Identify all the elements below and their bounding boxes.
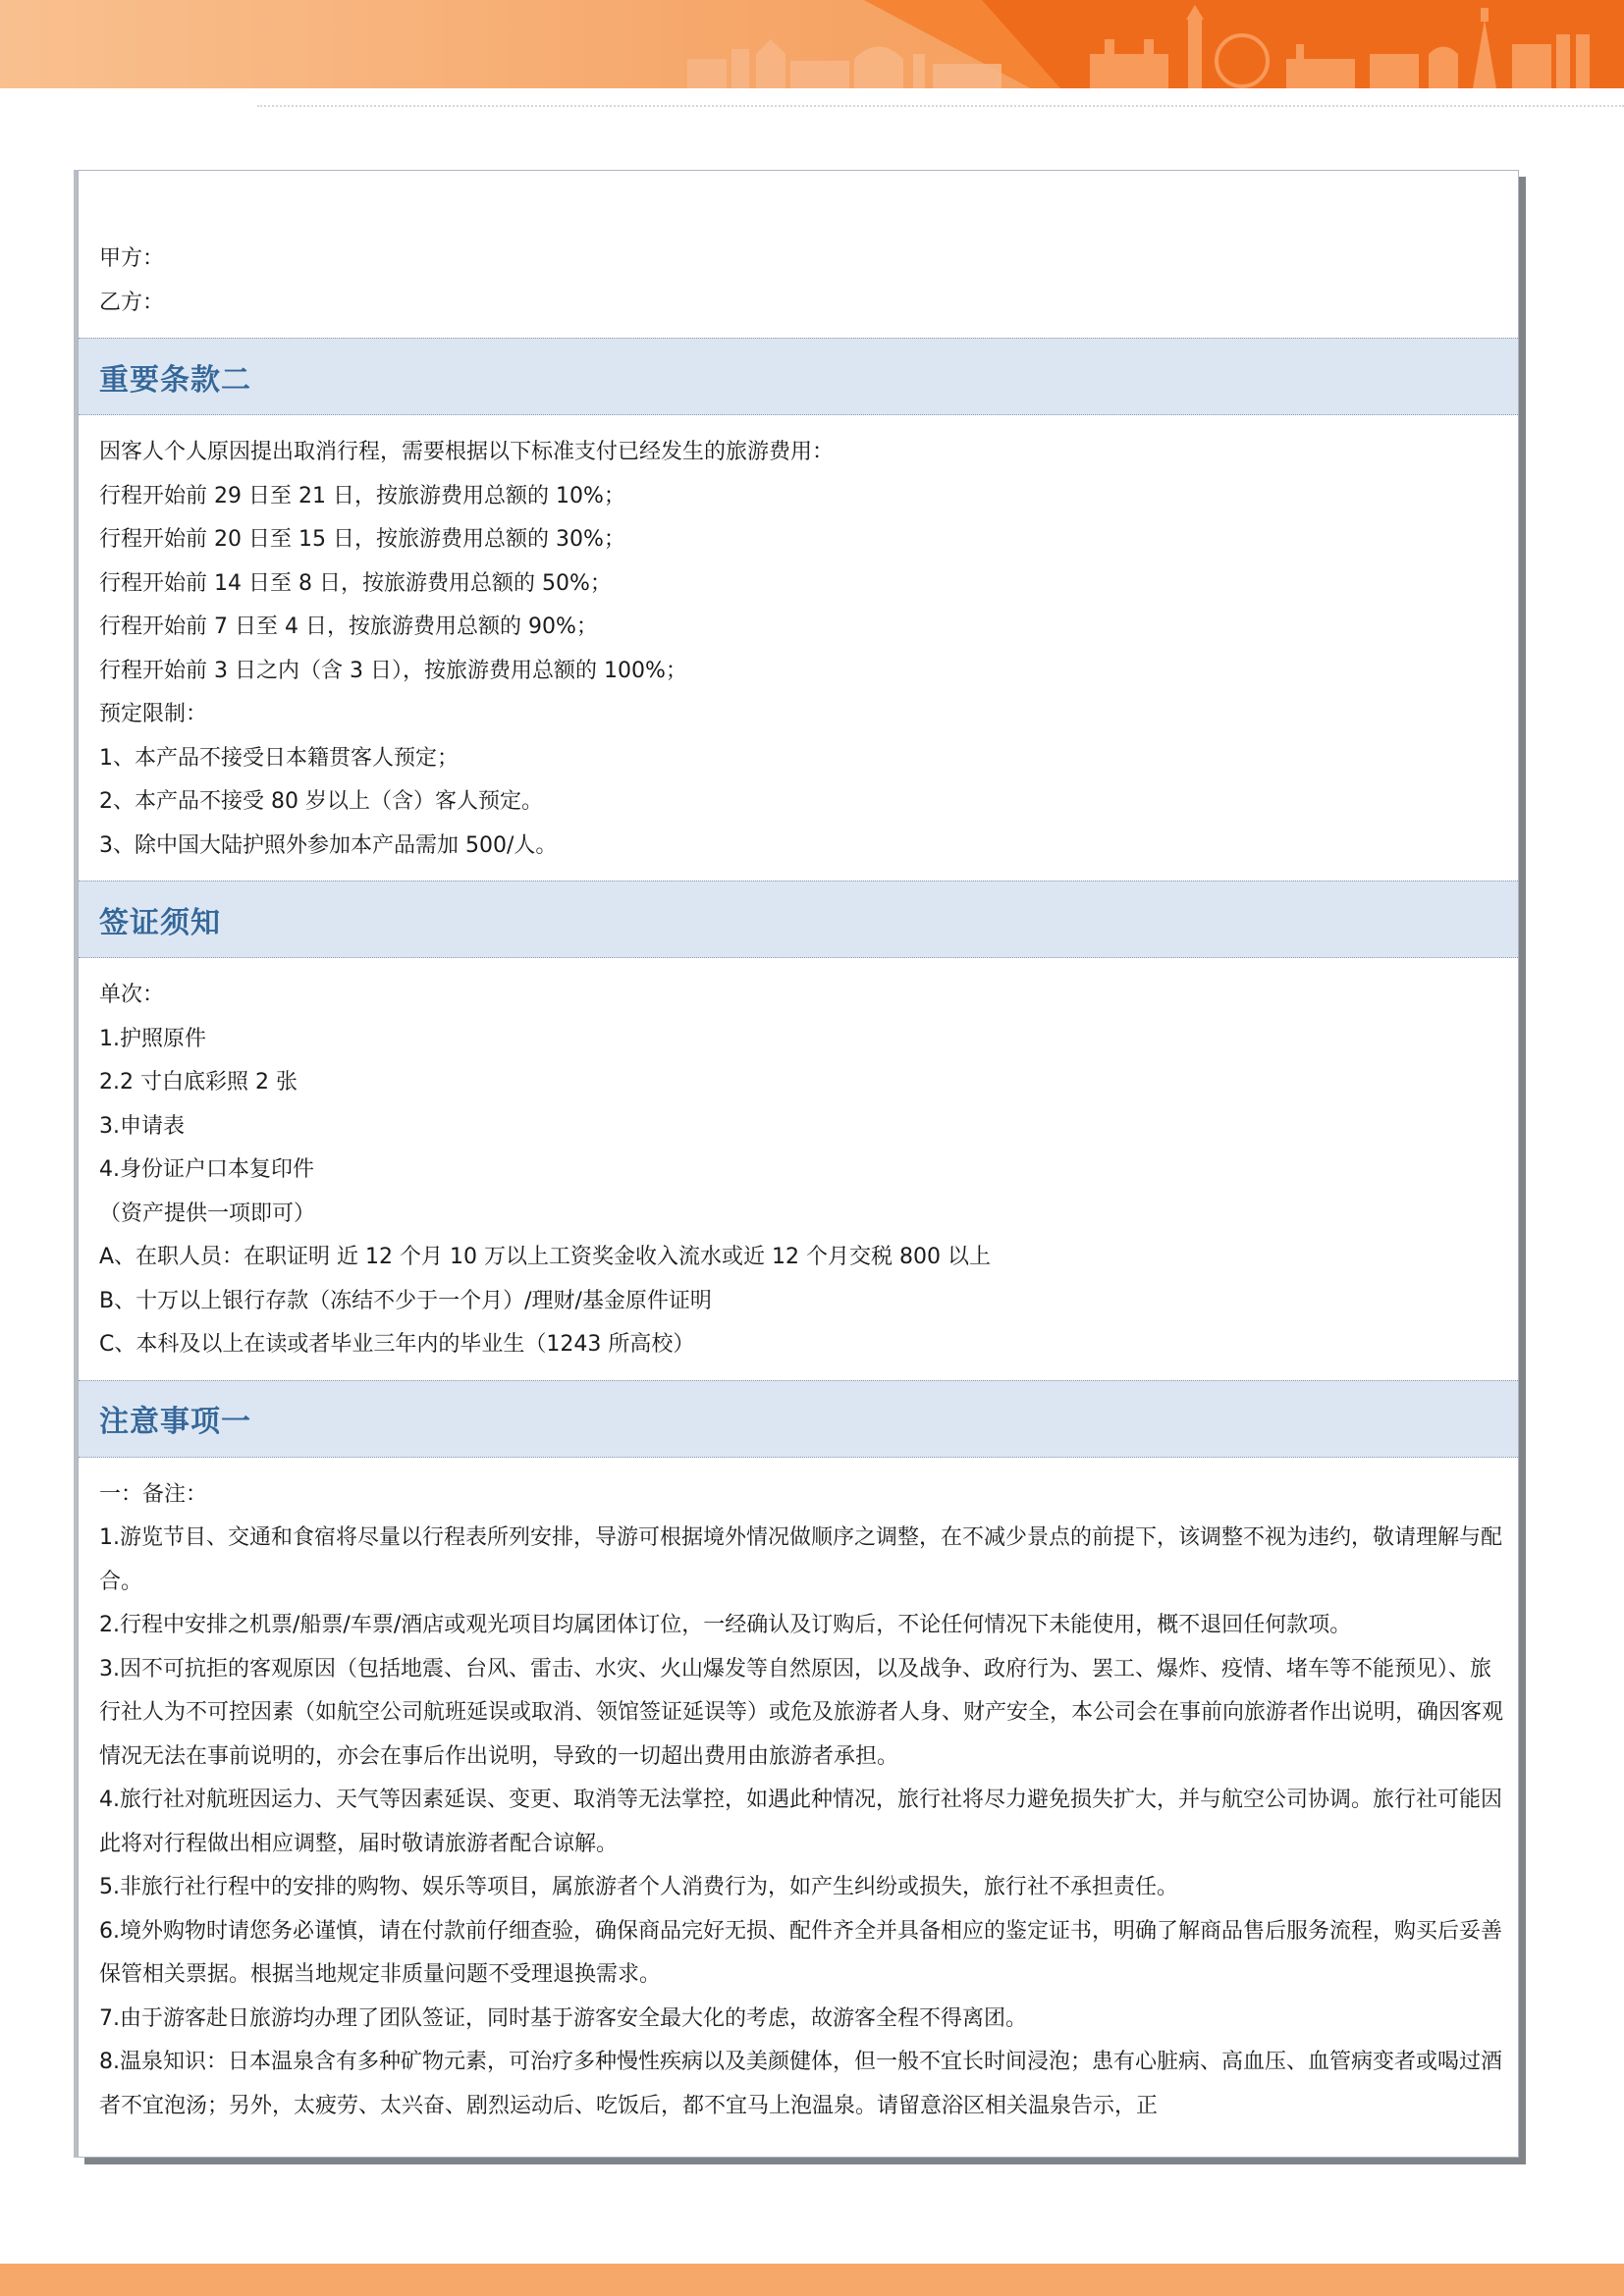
notes-item: 6.境外购物时请您务必谨慎，请在付款前仔细查验，确保商品完好无损、配件齐全并具备相应的鉴定证书，明确了解商品售后服务流程，购买后妥善保管相关票据。根据当地规定非质量问题不受理退换需求。 [99, 1918, 1502, 1987]
terms-line: 2、本产品不接受 80 岁以上（含）客人预定。 [99, 789, 543, 814]
visa-line: C、本科及以上在读或者毕业三年内的毕业生（1243 所高校） [99, 1332, 695, 1357]
document-frame [78, 170, 1519, 2158]
visa-line: 3.申请表 [99, 1113, 185, 1139]
terms-line: 1、本产品不接受日本籍贯客人预定； [99, 745, 459, 771]
notes-item: 3.因不可抗拒的客观原因（包括地震、台风、雷击、水灾、火山爆发等自然原因，以及战争、政府行为、罢工、爆炸、疫情、堵车等不能预见）、旅行社人为不可控因素（如航空公司航班延误或取消、领馆签证延误等）或危及旅游者人身、财产安全，本公司会在事前向旅游者作出说明，确因客观情况无法在事前说明的，亦会在事后作出说明，导致的一切超出费用由旅游者承担。 [99, 1656, 1504, 1769]
header-divider [257, 105, 1624, 107]
terms-line: 预定限制： [99, 702, 208, 726]
section-header-terms [79, 338, 1518, 415]
terms-line: 行程开始前 14 日至 8 日，按旅游费用总额的 50%； [99, 570, 612, 596]
visa-line: 1.护照原件 [99, 1026, 206, 1051]
skyline-banner-graphic [0, 0, 1624, 88]
section-title-visa: 签证须知 [99, 905, 221, 940]
party-b-label: 乙方： [99, 290, 165, 315]
notes-body [79, 1473, 1518, 2129]
notes-item: 5.非旅行社行程中的安排的购物、娱乐等项目，属旅游者个人消费行为，如产生纠纷或损失，旅行社不承担责任。 [99, 1875, 1178, 1899]
visa-line: A、在职人员：在职证明 近 12 个月 10 万以上工资奖金收入流水或近 12 个月交税 800 以上 [99, 1245, 991, 1269]
notes-item: 8.温泉知识：日本温泉含有多种矿物元素，可治疗多种慢性疾病以及美颜健体，但一般不宜长时间浸泡；患有心脏病、高血压、血管病变者或喝过酒者不宜泡汤；另外，太疲劳、太兴奋、剧烈运动后、吃饭后，都不宜马上泡温泉。请留意浴区相关温泉告示，正 [99, 2050, 1502, 2118]
visa-body [79, 974, 1518, 1367]
section-title-terms: 重要条款二 [99, 362, 251, 398]
notes-item: 7.由于游客赴日旅游均办理了团队签证，同时基于游客安全最大化的考虑，故游客全程不得离团。 [99, 2005, 1027, 2031]
footer-band [0, 2264, 1624, 2296]
notes-item: 1.游览节目、交通和食宿将尽量以行程表所列安排，导游可根据境外情况做顺序之调整，在不减少景点的前提下，该调整不视为违约，敬请理解与配合。 [99, 1525, 1502, 1594]
parties-block [79, 171, 1518, 325]
party-a-label: 甲方： [99, 246, 165, 271]
terms-body [79, 431, 1518, 868]
section-header-notes [79, 1380, 1518, 1458]
visa-line: B、十万以上银行存款（冻结不少于一个月）/理财/基金原件证明 [99, 1288, 712, 1313]
notes-item: 4.旅行社对航班因运力、天气等因素延误、变更、取消等无法掌控，如遇此种情况，旅行社将尽力避免损失扩大，并与航空公司协调。旅行社可能因此将对行程做出相应调整，届时敬请旅游者配合谅解。 [99, 1788, 1502, 1856]
terms-line: 行程开始前 20 日至 15 日，按旅游费用总额的 30%； [99, 527, 625, 552]
header-banner [0, 0, 1624, 88]
section-title-notes: 注意事项一 [99, 1405, 251, 1439]
visa-line: 2.2 寸白底彩照 2 张 [99, 1070, 298, 1095]
notes-intro: 一：备注： [99, 1481, 208, 1507]
terms-line: 3、除中国大陆护照外参加本产品需加 500/人。 [99, 832, 558, 858]
terms-line: 行程开始前 3 日之内（含 3 日），按旅游费用总额的 100%； [99, 658, 687, 683]
notes-item: 2.行程中安排之机票/船票/车票/酒店或观光项目均属团体订位，一经确认及订购后，不论任何情况下未能使用，概不退回任何款项。 [99, 1613, 1352, 1637]
section-header-visa [79, 881, 1518, 958]
terms-line: 行程开始前 7 日至 4 日，按旅游费用总额的 90%； [99, 614, 598, 639]
visa-line: （资产提供一项即可） [99, 1201, 316, 1226]
visa-line: 4.身份证户口本复印件 [99, 1157, 314, 1182]
visa-line: 单次： [99, 983, 165, 1007]
terms-line: 因客人个人原因提出取消行程，需要根据以下标准支付已经发生的旅游费用： [99, 440, 835, 464]
terms-line: 行程开始前 29 日至 21 日，按旅游费用总额的 10%； [99, 483, 625, 508]
